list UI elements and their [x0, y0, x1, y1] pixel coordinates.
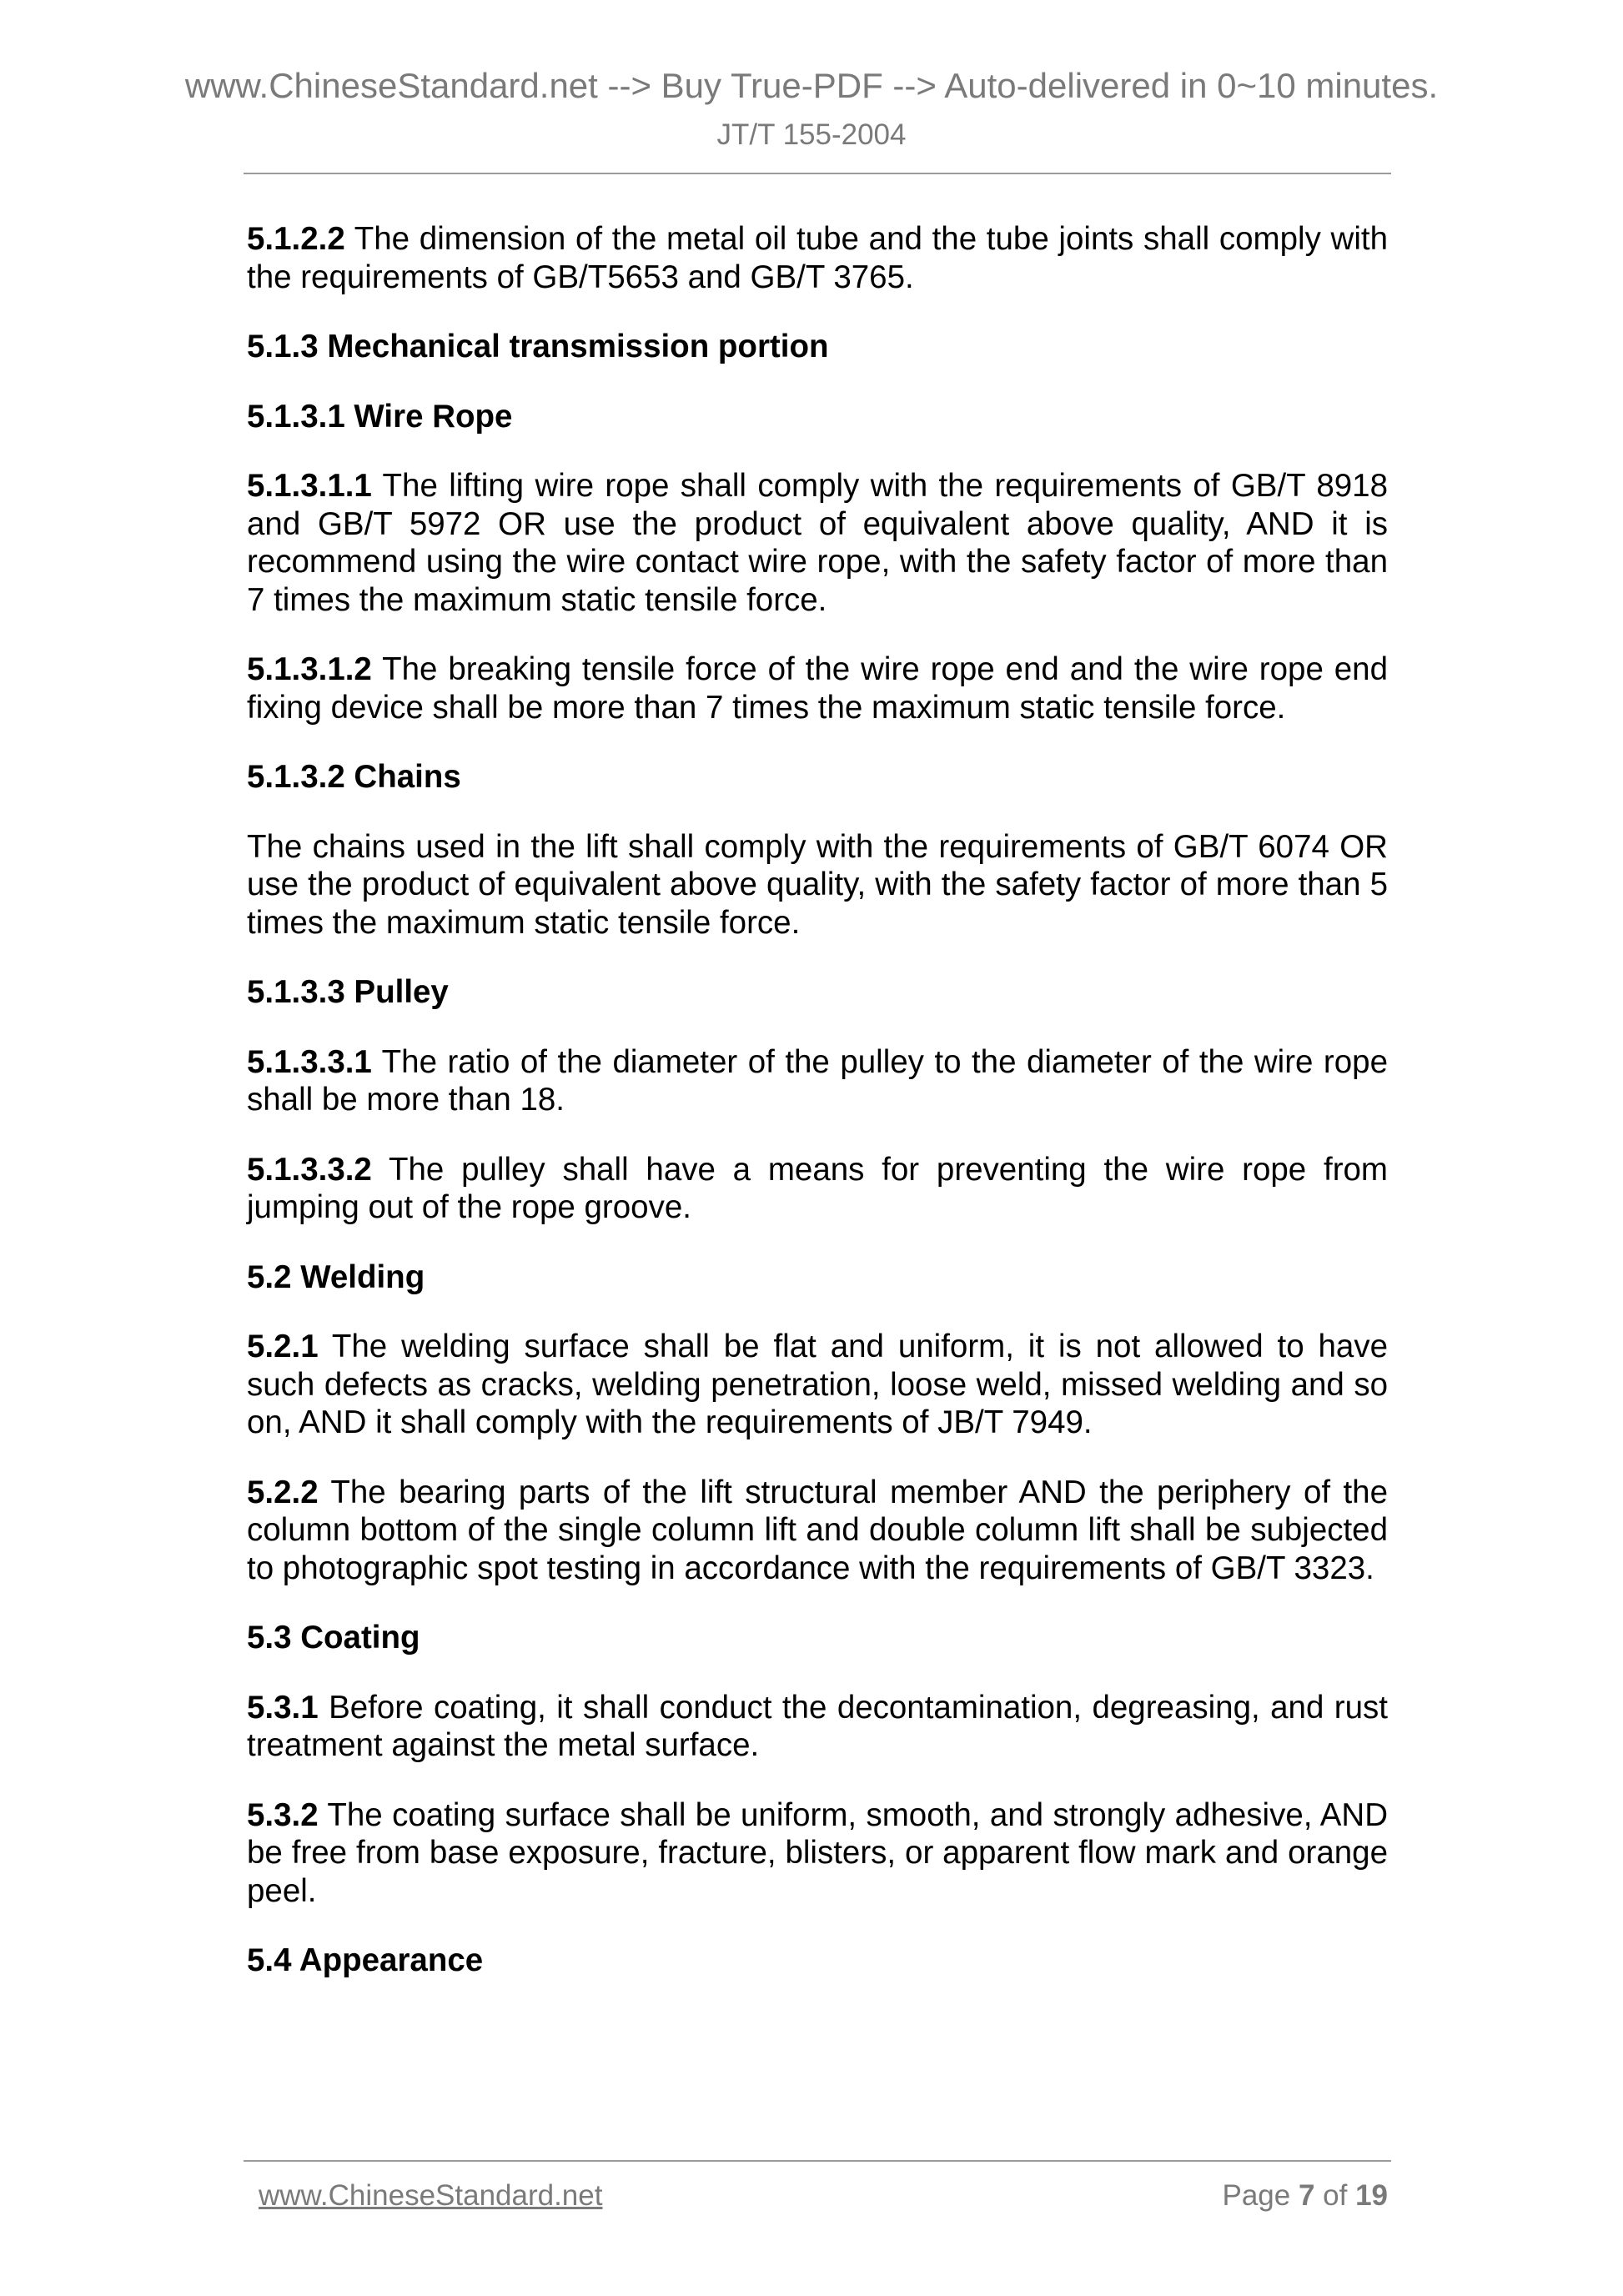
clause-number: 5.1.3.1.1	[247, 468, 372, 504]
clause-5-1-3-3-1	[247, 1043, 1388, 1119]
clause-text: The welding surface shall be flat and uniform, it is not allowed to have such defects as cracks, welding penetration, loose weld, missed welding and so on, AND it shall comply with the requirements of JB/T 7949.	[247, 1329, 1388, 1440]
header-banner: www.ChineseStandard.net --> Buy True-PDF --> Auto-delivered in 0~10 minutes.	[184, 66, 1439, 105]
clause-number: 5.1.3.3.1	[247, 1043, 372, 1080]
footer-divider	[244, 2160, 1391, 2162]
clause-5-1-2-2	[247, 220, 1388, 296]
page-current: 7	[1298, 2179, 1315, 2212]
clause-text: The coating surface shall be uniform, smooth, and strongly adhesive, AND be free from base exposure, fracture, blisters, or apparent flow mark and orange peel.	[247, 1796, 1388, 1909]
clause-number: 5.1.3.1.2	[247, 651, 372, 687]
clause-text: The breaking tensile force of the wire rope end and the wire rope end fixing device shall be more than 7 times the maximum static tensile force.	[247, 651, 1388, 726]
heading-5-4: 5.4 Appearance	[247, 1942, 484, 1978]
clause-text: The dimension of the metal oil tube and the tube joints shall comply with the requirements of GB/T5653 and GB/T 3765.	[247, 221, 1388, 295]
clause-5-2-1	[247, 1328, 1388, 1442]
chains-paragraph: The chains used in the lift shall comply with the requirements of GB/T 6074 OR use the product of equivalent above quality, with the safety factor of more than 5 times the maximum static tensile force.	[247, 828, 1388, 941]
clause-number: 5.3.2	[247, 1796, 319, 1833]
clause-text: The pulley shall have a means for preventing the wire rope from jumping out of the rope groove.	[247, 1151, 1388, 1225]
heading-5-1-3-2: 5.1.3.2 Chains	[247, 759, 461, 795]
clause-5-1-3-1-1	[247, 467, 1388, 619]
page-prefix: Page	[1222, 2179, 1299, 2212]
clause-number: 5.1.2.2	[247, 221, 345, 257]
page-indicator	[1222, 2178, 1388, 2213]
clause-number: 5.2.1	[247, 1329, 319, 1364]
page-total: 19	[1355, 2179, 1388, 2212]
clause-text: The lifting wire rope shall comply with the requirements of GB/T 8918 and GB/T 5972 OR use the product of equivalent above quality, AND it is recommend using the wire contact wire rope, with the safety factor of more than 7 times the maximum static tensile force.	[247, 468, 1388, 618]
heading-5-2: 5.2 Welding	[247, 1259, 425, 1295]
header-divider	[244, 173, 1391, 174]
clause-5-1-3-1-2	[247, 651, 1388, 726]
clause-text: Before coating, it shall conduct the decontamination, degreasing, and rust treatment against the metal surface.	[247, 1689, 1388, 1763]
standard-code: JT/T 155-2004	[716, 118, 907, 151]
clause-number: 5.1.3.3.2	[247, 1151, 372, 1188]
clause-text: The bearing parts of the lift structural member AND the periphery of the column bottom of the single column lift and double column lift shall be subjected to photographic spot testing in accordance with the requirements of GB/T 3323.	[247, 1474, 1388, 1586]
clause-number: 5.2.2	[247, 1474, 319, 1510]
clause-5-2-2	[247, 1474, 1388, 1588]
clause-5-3-2	[247, 1796, 1388, 1911]
heading-5-1-3-3: 5.1.3.3 Pulley	[247, 974, 449, 1010]
clause-number: 5.3.1	[247, 1689, 319, 1726]
page-separator: of	[1314, 2179, 1356, 2212]
heading-5-1-3: 5.1.3 Mechanical transmission portion	[247, 329, 829, 364]
clause-5-1-3-3-2	[247, 1151, 1388, 1227]
clause-5-3-1	[247, 1689, 1388, 1765]
heading-5-3: 5.3 Coating	[247, 1620, 420, 1655]
clause-text: The ratio of the diameter of the pulley to the diameter of the wire rope shall be more than 18.	[247, 1043, 1388, 1118]
heading-5-1-3-1: 5.1.3.1 Wire Rope	[247, 398, 513, 435]
document-body	[247, 220, 1388, 2012]
footer-site-link[interactable]: www.ChineseStandard.net	[259, 2179, 603, 2212]
